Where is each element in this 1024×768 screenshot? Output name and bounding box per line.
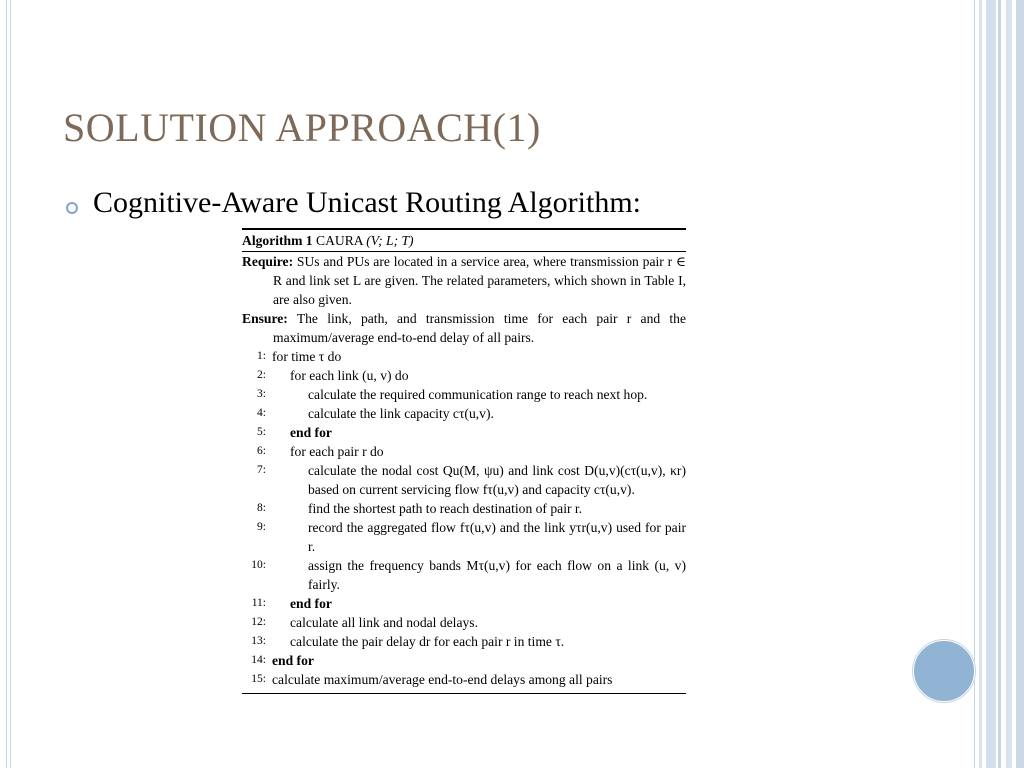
algorithm-label: Algorithm 1: [242, 233, 313, 248]
algorithm-box: [242, 228, 686, 694]
left-frame-line: [6, 0, 7, 768]
step-number: 15:: [251, 673, 266, 685]
require-label: Require:: [242, 254, 294, 269]
algorithm-step: [242, 651, 686, 670]
step-number: 12:: [251, 616, 266, 628]
step-number: 13:: [251, 635, 266, 647]
left-frame-line: [10, 0, 11, 768]
step-number: 14:: [251, 654, 266, 666]
step-text: for time τ do: [272, 349, 342, 364]
step-number: 2:: [257, 369, 266, 381]
step-text: end for: [290, 596, 332, 611]
step-text: calculate the link capacity cτ(u,v).: [308, 406, 494, 421]
step-text: calculate maximum/average end-to-end delays among all pairs: [272, 672, 613, 687]
step-text: calculate the required communication range to reach next hop.: [308, 387, 648, 402]
decorative-circle: [913, 640, 975, 702]
step-number: 9:: [257, 521, 266, 533]
step-text: end for: [290, 425, 332, 440]
ensure-label: Ensure:: [242, 311, 288, 326]
algorithm-step: [242, 632, 686, 651]
algorithm-step: [242, 404, 686, 423]
slide-title: SOLUTION APPROACH(1): [63, 105, 541, 150]
step-number: 1:: [257, 350, 266, 362]
step-number: 8:: [257, 502, 266, 514]
step-text: calculate all link and nodal delays.: [290, 615, 478, 630]
step-number: 3:: [257, 388, 266, 400]
algorithm-step: [242, 442, 686, 461]
algorithm-name: CAURA: [316, 233, 363, 248]
algorithm-step: [242, 670, 686, 689]
step-number: 6:: [257, 445, 266, 457]
step-text: for each link (u, v) do: [290, 368, 409, 383]
algorithm-signature: (V; L; T): [366, 233, 414, 248]
step-number: 7:: [257, 464, 266, 476]
algorithm-step: [242, 499, 686, 518]
ensure-text: The link, path, and transmission time for each pair r and the maximum/average end-to-end delay of all pairs.: [273, 311, 687, 345]
step-text: for each pair r do: [290, 444, 384, 459]
right-decorative-stripes: [974, 0, 1024, 768]
algorithm-step: [242, 347, 686, 366]
step-number: 11:: [251, 597, 266, 609]
require-text: SUs and PUs are located in a service area, where transmission pair r ∈ R and link set L are given. The related parameters, which shown in Table I, are also given.: [273, 254, 686, 307]
step-text: calculate the pair delay dr for each pair r in time τ.: [290, 634, 565, 649]
bullet-text: Cognitive-Aware Unicast Routing Algorithm:: [93, 186, 642, 219]
step-text: record the aggregated flow fτ(u,v) and the link yτr(u,v) used for pair r.: [308, 520, 686, 554]
require-block: [242, 252, 686, 309]
step-text: assign the frequency bands Mτ(u,v) for each flow on a link (u, v) fairly.: [308, 558, 686, 592]
algorithm-step: [242, 366, 686, 385]
algorithm-step: [242, 594, 686, 613]
algorithm-step: [242, 423, 686, 442]
algorithm-step: [242, 461, 686, 499]
step-number: 10:: [251, 559, 266, 571]
step-number: 4:: [257, 407, 266, 419]
bullet-icon: [66, 202, 78, 214]
algorithm-step: [242, 518, 686, 556]
step-text: find the shortest path to reach destination of pair r.: [308, 501, 583, 516]
algorithm-step: [242, 613, 686, 632]
algorithm-step: [242, 556, 686, 594]
ensure-block: [242, 309, 686, 347]
step-number: 5:: [257, 426, 266, 438]
step-text: calculate the nodal cost Qu(M, ψu) and link cost D(u,v)(cτ(u,v), κr) based on current servicing flow fτ(u,v) and capacity cτ(u,v).: [308, 463, 686, 497]
algorithm-step: [242, 385, 686, 404]
step-text: end for: [272, 653, 314, 668]
algorithm-header: [242, 230, 686, 252]
